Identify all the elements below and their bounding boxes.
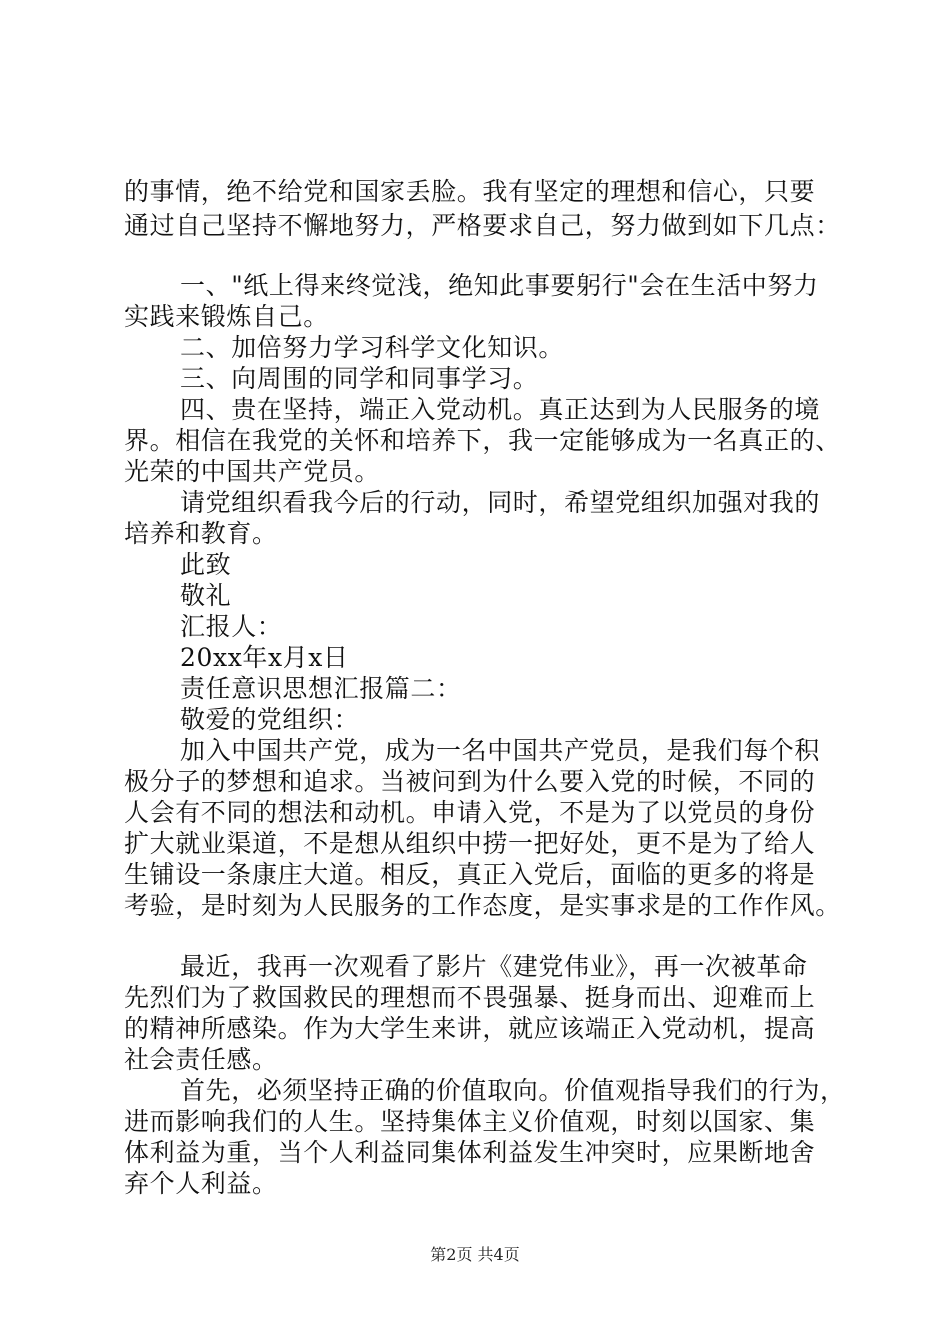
body-line: 考验，是时刻为人民服务的工作态度，是实事求是的工作作风。: [124, 891, 841, 920]
greeting: 敬爱的党组织：: [180, 705, 360, 734]
body-line: 先烈们为了救国救民的理想而不畏强暴、挺身而出、迎难而上: [124, 983, 816, 1012]
body-line: 通过自己坚持不懈地努力，严格要求自己，努力做到如下几点：: [124, 211, 841, 240]
body-line: 光荣的中国共产党员。: [124, 457, 381, 486]
paragraph-start: 请党组织看我今后的行动，同时，希望党组织加强对我的: [180, 488, 821, 517]
body-line: 极分子的梦想和追求。当被问到为什么要入党的时候，不同的: [124, 767, 816, 796]
paragraph-start: 加入中国共产党，成为一名中国共产党员，是我们每个积: [180, 736, 821, 765]
list-item-2: 二、加倍努力学习科学文化知识。: [180, 333, 565, 362]
body-line: 进而影响我们的人生。坚持集体主义价值观，时刻以国家、集: [124, 1107, 816, 1136]
body-line: 培养和教育。: [124, 519, 278, 548]
body-line: 人会有不同的想法和动机。申请入党，不是为了以党员的身份: [124, 798, 816, 827]
paragraph-start: 最近，我再一次观看了影片《建党伟业》，再一次被革命: [180, 952, 808, 981]
reporter-label: 汇报人：: [180, 612, 283, 641]
salutation-jingli: 敬礼: [180, 581, 232, 610]
body-line: 界。相信在我党的关怀和培养下，我一定能够成为一名真正的、: [124, 426, 841, 455]
body-line: 的事情，绝不给党和国家丢脸。我有坚定的理想和信心，只要: [124, 177, 816, 206]
paragraph-start: 首先，必须坚持正确的价值取向。价值观指导我们的行为，: [180, 1076, 846, 1105]
list-item-3: 三、向周围的同学和同事学习。: [180, 364, 539, 393]
list-item-4: 四、贵在坚持，端正入党动机。真正达到为人民服务的境: [180, 395, 821, 424]
section-title: 责任意识思想汇报篇二：: [180, 674, 462, 703]
page-number-footer: 第2页 共4页: [430, 1245, 520, 1264]
body-line: 扩大就业渠道，不是想从组织中捞一把好处，更不是为了给人: [124, 829, 816, 858]
body-line: 生铺设一条康庄大道。相反，真正入党后，面临的更多的将是: [124, 860, 816, 889]
body-line: 实践来锻炼自己。: [124, 302, 329, 331]
salutation-cizhi: 此致: [180, 550, 232, 579]
body-line: 社会责任感。: [124, 1045, 278, 1074]
body-line: 弃个人利益。: [124, 1169, 278, 1198]
report-date: 20xx年x月x日: [180, 643, 349, 672]
body-line: 体利益为重，当个人利益同集体利益发生冲突时，应果断地舍: [124, 1138, 816, 1167]
list-item-1: 一、"纸上得来终觉浅，绝知此事要躬行"会在生活中努力: [180, 271, 819, 300]
body-line: 的精神所感染。作为大学生来讲，就应该端正入党动机，提高: [124, 1014, 816, 1043]
